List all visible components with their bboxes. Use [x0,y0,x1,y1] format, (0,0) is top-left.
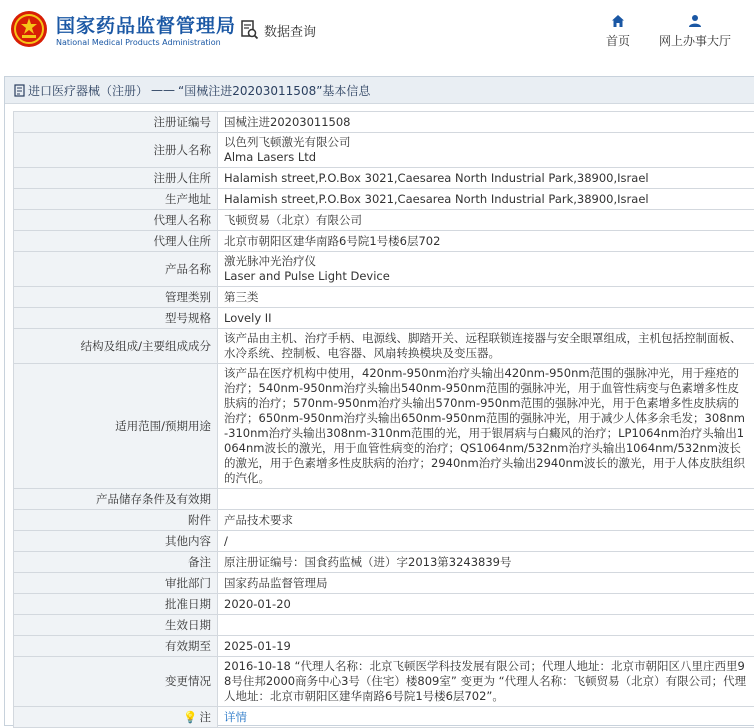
row-label: 代理人住所 [14,231,218,252]
row-label: 其他内容 [14,531,218,552]
user-icon [688,14,702,28]
row-value: 2025-01-19 [218,636,754,657]
table-row [14,168,754,189]
row-label: 有效期至 [14,636,218,657]
details-link[interactable]: 详情 [224,710,247,724]
row-value [218,615,754,636]
row-value [218,707,754,728]
row-label: 审批部门 [14,573,218,594]
table-row [14,252,754,287]
note-label: 注 [200,710,212,724]
row-value: 国械注进20203011508 [218,112,754,133]
detail-table [13,111,754,728]
row-label: 附件 [14,510,218,531]
table-row [14,189,754,210]
row-label: 产品储存条件及有效期 [14,489,218,510]
row-label: 结构及组成/主要组成成分 [14,329,218,364]
nav-home-label: 首页 [606,32,630,49]
table-row [14,329,754,364]
row-value: 该产品由主机、治疗手柄、电源线、脚踏开关、远程联锁连接器与安全眼罩组成，主机包括控制面板、水冷系统、控制板、电容器、风扇转换模块及变压器。 [218,329,754,364]
row-value: 2020-01-20 [218,594,754,615]
site-header [0,0,754,62]
row-label: 代理人名称 [14,210,218,231]
document-icon [14,84,26,97]
data-query-link[interactable] [241,18,316,42]
row-label [14,707,218,728]
row-label: 变更情况 [14,657,218,707]
row-value: 国家药品监督管理局 [218,573,754,594]
value-line-cn: 以色列飞顿激光有限公司 [224,135,749,150]
breadcrumb-category[interactable]: 进口医疗器械（注册） [28,82,148,99]
table-row [14,594,754,615]
table-row [14,231,754,252]
table-row [14,112,754,133]
nav-online-hall[interactable] [655,14,735,49]
row-value: 第三类 [218,287,754,308]
row-label: 批准日期 [14,594,218,615]
table-row [14,552,754,573]
value-line-en: Alma Lasers Ltd [224,150,749,165]
data-query-label: 数据查询 [264,21,316,40]
row-value: Lovely II [218,308,754,329]
table-row [14,531,754,552]
value-line-en: Laser and Pulse Light Device [224,269,749,284]
row-label: 型号规格 [14,308,218,329]
row-label: 生产地址 [14,189,218,210]
row-value: 该产品在医疗机构中使用，420nm-950nm治疗头输出420nm-950nm范围的强脉冲光，用于痤疮的治疗；540nm-950nm治疗头输出540nm-950nm范围的强脉冲光，用于血管性病变与色素增多性皮肤病的治疗；570nm-950nm治疗头输出570nm-950nm范围的强脉冲光，用于色素增多性皮肤病的治疗；650nm-950nm治疗头输出650nm-950nm范围的强脉冲光，用于减少人体多余毛发；308nm-310nm治疗头输出308nm-310nm范围的光，用于银屑病与白癜风的治疗；LP1064nm治疗头输出1064nm波长的激光，用于血管性病变的治疗；QS1064nm/532nm治疗头输出1064nm/532nm波长的激光，用于色素增多性皮肤病的治疗；2940nm治疗头输出2940nm波长的激光，用于人体皮肤组织的汽化。 [218,364,754,489]
breadcrumb-title: “国械注进20203011508”基本信息 [178,82,370,99]
row-value: Halamish street,P.O.Box 3021,Caesarea North Industrial Park,38900,Israel [218,168,754,189]
row-value: Halamish street,P.O.Box 3021,Caesarea North Industrial Park,38900,Israel [218,189,754,210]
national-emblem-icon [10,10,48,48]
breadcrumb [5,77,754,104]
row-value: 产品技术要求 [218,510,754,531]
info-panel [4,76,754,726]
row-label: 生效日期 [14,615,218,636]
brand-title[interactable]: 国家药品监督管理局 [56,11,236,38]
row-value: 原注册证编号：国食药监械（进）字2013第3243839号 [218,552,754,573]
row-value: / [218,531,754,552]
lightbulb-icon: 💡 [183,710,197,725]
table-row [14,573,754,594]
row-label: 注册证编号 [14,112,218,133]
breadcrumb-separator: —— [151,83,175,97]
row-label: 注册人住所 [14,168,218,189]
home-icon [611,14,625,28]
data-search-icon [241,20,259,40]
table-row [14,287,754,308]
table-row [14,210,754,231]
nav-online-hall-label: 网上办事大厅 [659,32,731,49]
table-row [14,308,754,329]
table-row [14,133,754,168]
row-value [218,252,754,287]
row-value [218,133,754,168]
row-label: 注册人名称 [14,133,218,168]
value-line-cn: 激光脉冲光治疗仪 [224,254,749,269]
table-row [14,364,754,489]
row-value: 2016-10-18 “代理人名称：北京飞顿医学科技发展有限公司；代理人地址：北京市朝阳区八里庄西里98号住邦2000商务中心3号（住宅）楼809室” 变更为 “代理人名称：飞顿贸易（北京）有限公司；代理人地址：北京市朝阳区建华南路6号院1号楼6层702”。 [218,657,754,707]
brand-subtitle[interactable]: National Medical Products Administration [56,38,221,47]
row-value: 飞顿贸易（北京）有限公司 [218,210,754,231]
table-row [14,657,754,707]
nav-home[interactable] [603,14,633,49]
row-value: 北京市朝阳区建华南路6号院1号楼6层702 [218,231,754,252]
table-row [14,707,754,728]
row-label: 备注 [14,552,218,573]
row-label: 产品名称 [14,252,218,287]
row-label: 管理类别 [14,287,218,308]
table-row [14,636,754,657]
table-row [14,615,754,636]
table-row [14,510,754,531]
table-row [14,489,754,510]
row-value [218,489,754,510]
row-label: 适用范围/预期用途 [14,364,218,489]
